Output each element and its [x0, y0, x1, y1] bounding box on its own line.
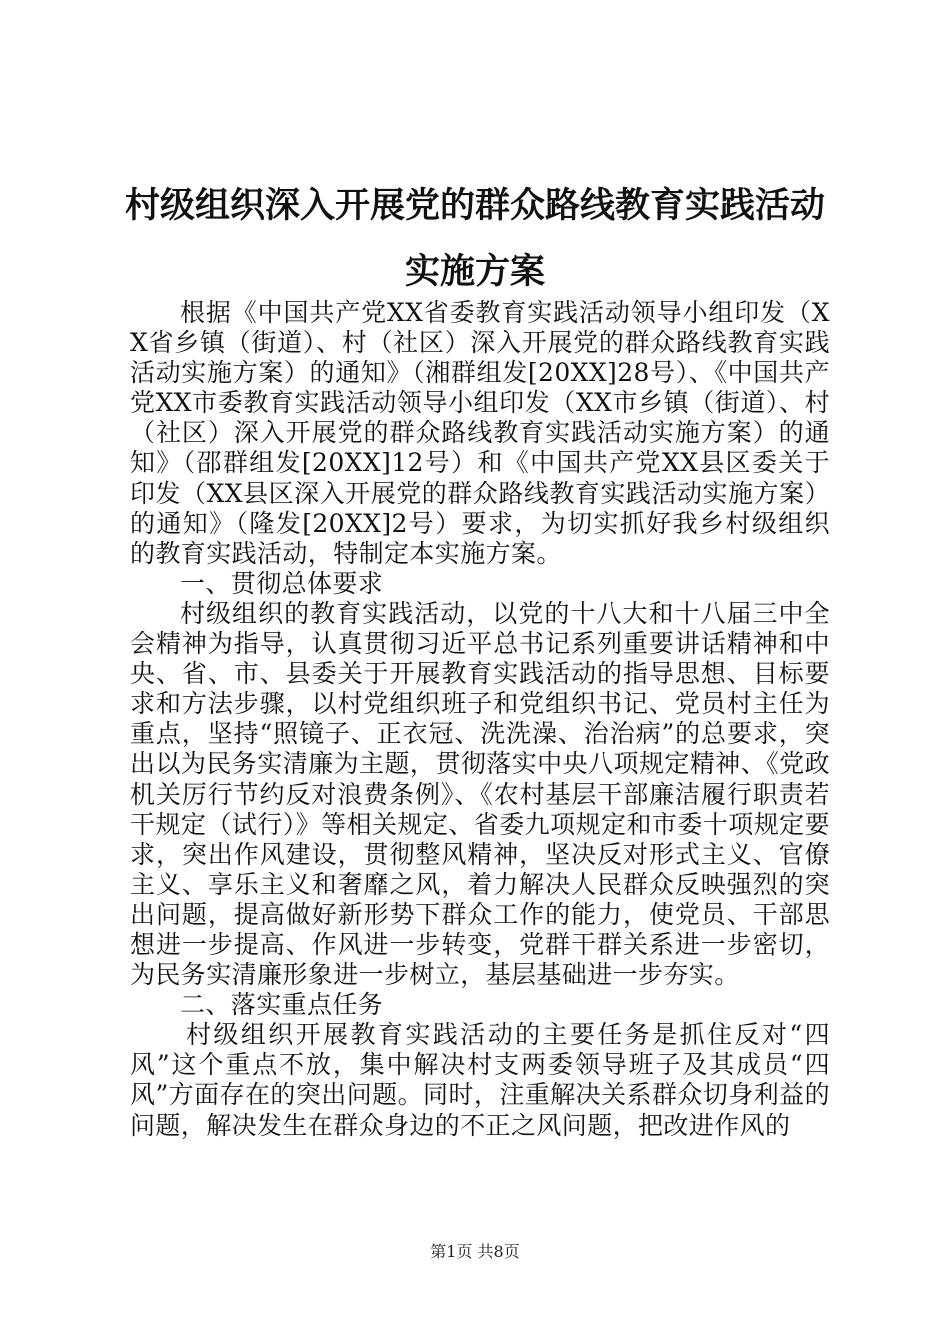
document-title-line-1: 村级组织深入开展党的群众路线教育实践活动	[124, 186, 825, 226]
document-title-line-2: 实施方案	[404, 252, 545, 292]
section-heading-1: 一、贯彻总体要求	[180, 568, 384, 598]
page-number-footer: 第1页 共8页	[430, 1242, 520, 1261]
paragraph-tasks: 村级组织开展教育实践活动的主要任务是抓住反对“四风”这个重点不放，集中解决村支两委领导班子及其成员“四风”方面存在的突出问题。同时，注重解决关系群众切身利益的问题，解决发生在群众身边的不正之风问题，把改进作风的	[130, 1020, 830, 1140]
paragraph-requirements: 村级组织的教育实践活动，以党的十八大和十八届三中全会精神为指导，认真贯彻习近平总书记系列重要讲话精神和中央、省、市、县委关于开展教育实践活动的指导思想、目标要求和方法步骤，以村党组织班子和党组织书记、党员村主任为重点，坚持“照镜子、正衣冠、洗洗澡、治治病”的总要求，突出以为民务实清廉为主题，贯彻落实中央八项规定精神、《党政机关厉行节约反对浪费条例》、《农村基层干部廉洁履行职责若干规定（试行）》等相关规定、省委九项规定和市委十项规定要求，突出作风建设，贯彻整风精神，坚决反对形式主义、官僚主义、享乐主义和奢靡之风，着力解决人民群众反映强烈的突出问题，提高做好新形势下群众工作的能力，使党员、干部思想进一步提高、作风进一步转变，党群干群关系进一步密切，为民务实清廉形象进一步树立，基层基础进一步夯实。	[130, 598, 830, 990]
paragraph-intro: 根据《中国共产党XX省委教育实践活动领导小组印发（XX省乡镇（街道）、村（社区）深入开展党的群众路线教育实践活动实施方案）的通知》（湘群组发[20XX]28号）、《中国共产党XX市委教育实践活动领导小组印发（XX市乡镇（街道）、村（社区）深入开展党的群众路线教育实践活动实施方案）的通知》（邵群组发[20XX]12号）和《中国共产党XX县区委关于印发（XX县区深入开展党的群众路线教育实践活动实施方案）的通知》（隆发[20XX]2号）要求，为切实抓好我乡村级组织的教育实践活动，特制定本实施方案。	[130, 298, 830, 568]
section-heading-2: 二、落实重点任务	[180, 990, 384, 1020]
document-body	[130, 298, 830, 1141]
